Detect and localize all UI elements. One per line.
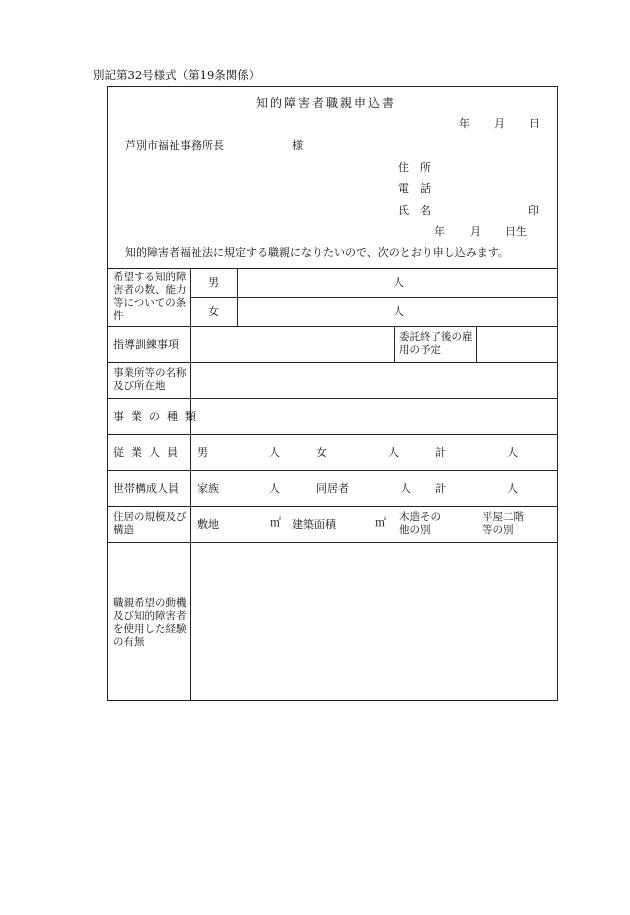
form-title: 知的障害者職親申込書 xyxy=(256,96,397,110)
household-label: 世帯構成人員 xyxy=(113,482,179,495)
household-total: 計 xyxy=(435,482,446,495)
housing-floor-area: 建築面積 xyxy=(292,518,336,531)
post-training-label: 委託終了後の雇用の予定 xyxy=(399,331,473,356)
seal-mark: 印 xyxy=(528,204,539,217)
household-family-unit: 人 xyxy=(269,482,280,495)
addressee-office: 芦別市福祉事務所長 xyxy=(125,139,224,152)
employees-female-unit: 人 xyxy=(388,446,399,459)
housing-site: 敷地 xyxy=(197,518,219,531)
business-location-label: 事業所等の名称及び所在地 xyxy=(113,367,187,392)
conditions-male-unit: 人 xyxy=(393,276,404,289)
training-label: 指導訓練事項 xyxy=(113,338,179,351)
phone-label: 電 話 xyxy=(398,182,431,195)
employees-male-unit: 人 xyxy=(269,446,280,459)
employees-total: 計 xyxy=(435,446,446,459)
employees-female: 女 xyxy=(316,446,327,459)
date-month: 月 xyxy=(494,117,505,130)
date-day: 日 xyxy=(529,117,540,130)
household-cohabitant: 同居者 xyxy=(316,482,349,495)
housing-label: 住居の規模及び構造 xyxy=(113,511,187,536)
housing-floor-unit: ㎡ xyxy=(375,516,386,529)
employees-male: 男 xyxy=(197,446,208,459)
birth-month: 月 xyxy=(470,225,481,238)
household-cohabitant-unit: 人 xyxy=(400,482,411,495)
conditions-female-unit: 人 xyxy=(393,305,404,318)
household-family: 家族 xyxy=(197,482,219,495)
date-year: 年 xyxy=(459,117,470,130)
conditions-label: 希望する知的障害者の数、能力等についての条件 xyxy=(113,271,187,322)
addressee-honorific: 様 xyxy=(292,139,303,152)
housing-one-story: 平屋二階等の別 xyxy=(482,511,524,536)
conditions-female-label: 女 xyxy=(208,305,219,318)
address-label: 住 所 xyxy=(398,161,431,174)
housing-wooden: 木造その他の別 xyxy=(399,511,441,536)
conditions-male-label: 男 xyxy=(208,276,219,289)
form-number-label: 別記第32号様式（第19条関係） xyxy=(93,68,261,82)
housing-site-unit: ㎡ xyxy=(270,516,281,529)
employees-label: 従業人員 xyxy=(113,446,185,459)
name-label: 氏 名 xyxy=(398,204,431,217)
application-statement: 知的障害者福祉法に規定する職親になりたいので、次のとおり申し込みます。 xyxy=(125,246,509,259)
employees-total-unit: 人 xyxy=(507,446,518,459)
motivation-label: 職親希望の動機及び知的障害者を使用した経験の有無 xyxy=(113,597,187,648)
birth-day: 日生 xyxy=(505,225,527,238)
birth-year: 年 xyxy=(434,225,445,238)
business-type-label: 事業の種類 xyxy=(113,410,203,423)
household-total-unit: 人 xyxy=(507,482,518,495)
